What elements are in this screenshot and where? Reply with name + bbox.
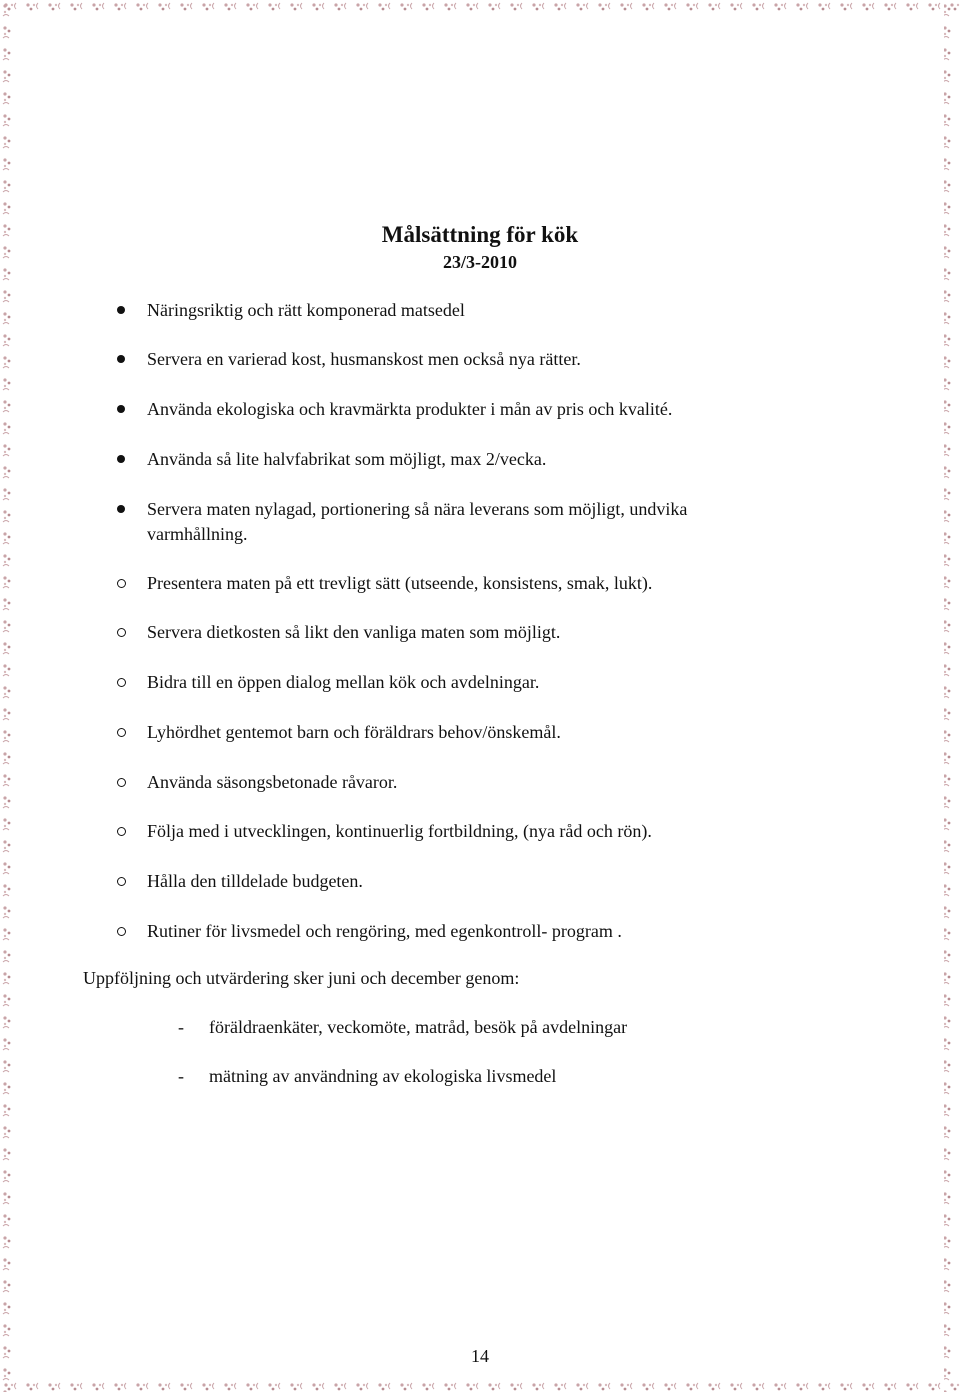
bullet-icon [117, 505, 125, 513]
list-item: Bidra till en öppen dialog mellan kök och avdelningar. [147, 670, 847, 695]
dash-marker: - [178, 1017, 184, 1037]
followup-item: - föräldraenkäter, veckomöte, matråd, besök på avdelningar [178, 1015, 627, 1040]
bullet-icon [117, 778, 126, 787]
bullet-icon [117, 877, 126, 886]
list-item: Hålla den tilldelade budgeten. [147, 869, 847, 894]
bullet-icon [117, 728, 126, 737]
list-item: Använda ekologiska och kravmärkta produkter i mån av pris och kvalité. [147, 397, 847, 422]
list-item: Servera maten nylagad, portionering så nära leverans som möjligt, undvika varmhållning. [147, 497, 787, 547]
bullet-icon [117, 628, 126, 637]
list-item: Näringsriktig och rätt komponerad matsedel [147, 298, 847, 323]
list-item: Följa med i utvecklingen, kontinuerlig fortbildning, (nya råd och rön). [147, 819, 847, 844]
list-item: Lyhördhet gentemot barn och föräldrars behov/önskemål. [147, 720, 847, 745]
list-item: Rutiner för livsmedel och rengöring, med egenkontroll- program . [147, 919, 847, 944]
list-item: Använda säsongsbetonade råvaror. [147, 770, 847, 795]
bullet-icon [117, 306, 125, 314]
followup-item: - mätning av användning av ekologiska livsmedel [178, 1064, 556, 1089]
list-item: Servera en varierad kost, husmanskost men också nya rätter. [147, 347, 847, 372]
bullet-icon [117, 455, 125, 463]
bullet-icon [117, 579, 126, 588]
list-item: Servera dietkosten så likt den vanliga maten som möjligt. [147, 620, 847, 645]
bullet-icon [117, 927, 126, 936]
dash-marker: - [178, 1066, 184, 1086]
document-date: 23/3-2010 [443, 252, 517, 272]
list-item: Använda så lite halvfabrikat som möjligt, max 2/vecka. [147, 447, 847, 472]
followup-heading: Uppföljning och utvärdering sker juni och december genom: [83, 968, 520, 988]
page-number: 14 [471, 1346, 489, 1366]
bullet-icon [117, 355, 125, 363]
bullet-icon [117, 405, 125, 413]
document-title: Målsättning för kök [381, 222, 579, 247]
list-item: Presentera maten på ett trevligt sätt (utseende, konsistens, smak, lukt). [147, 571, 847, 596]
bullet-icon [117, 678, 126, 687]
bullet-icon [117, 827, 126, 836]
